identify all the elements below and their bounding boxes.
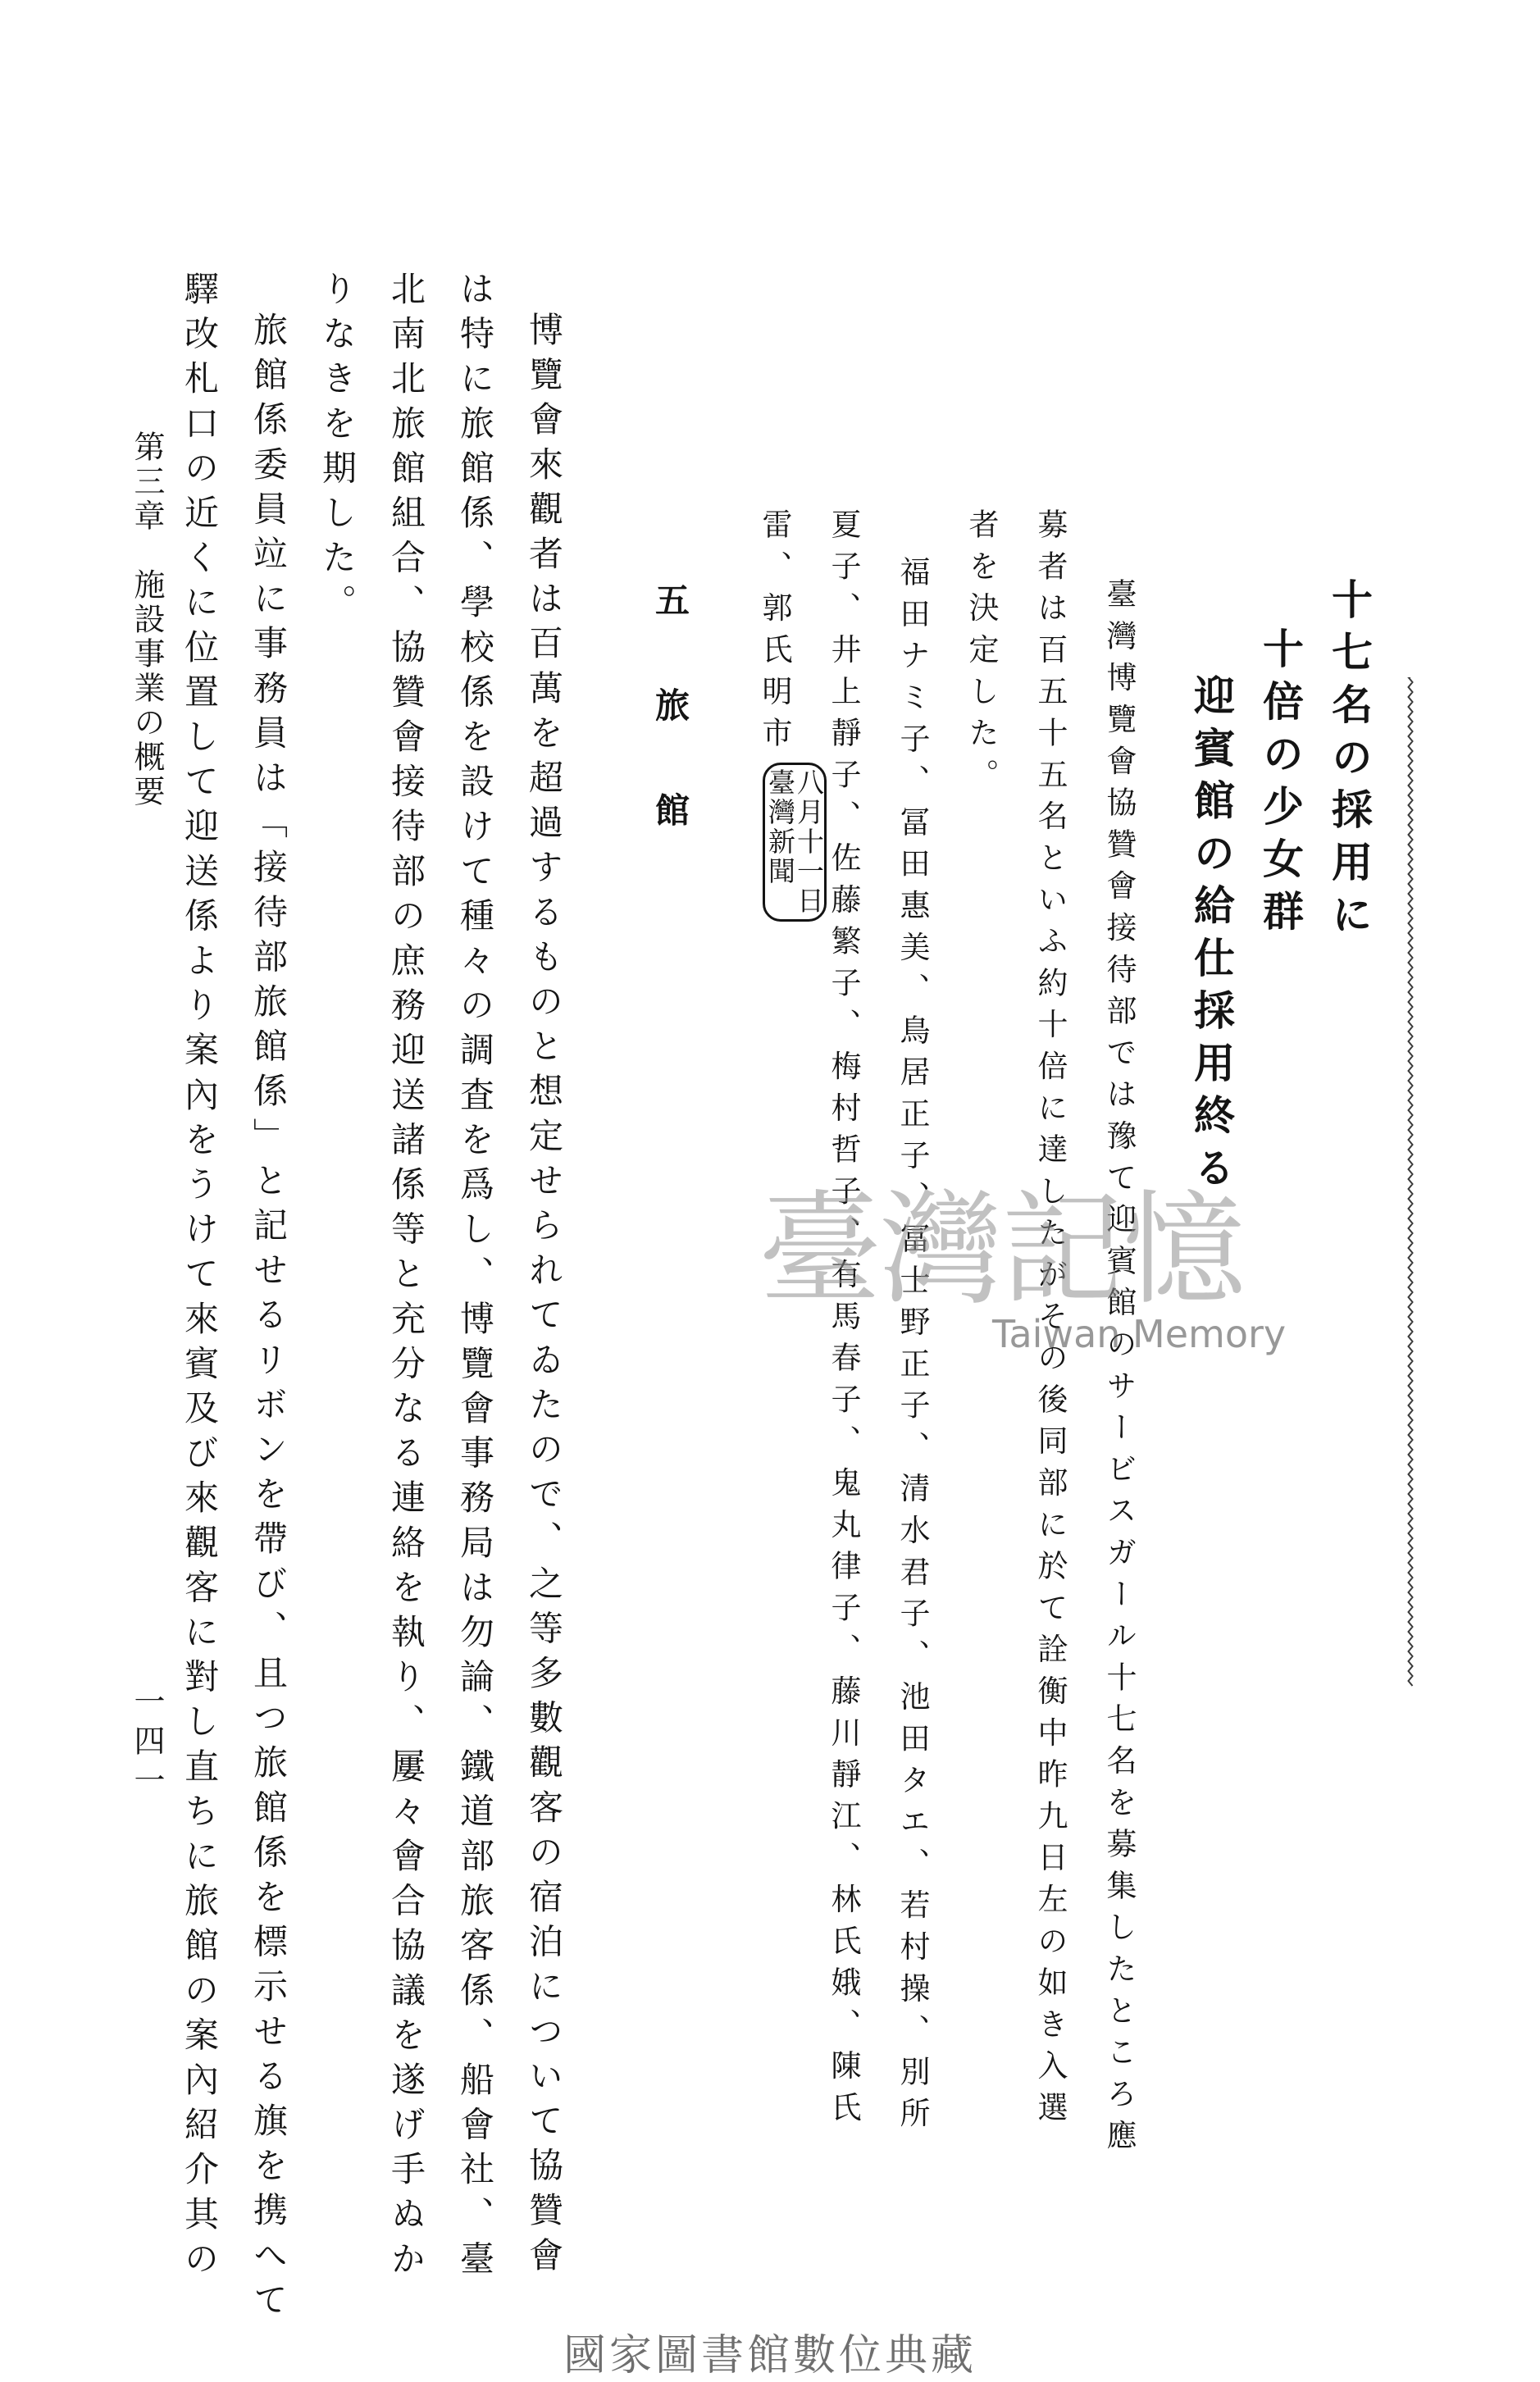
section-title: 五 旅 館 — [650, 582, 690, 845]
headline-line-1: 十七名の採用に — [1325, 578, 1373, 945]
article-col-6: 雷、郭氏明市 — [757, 508, 792, 758]
headline-line-2: 十倍の少女群 — [1256, 627, 1304, 942]
body-col-5: 旅館係委員竝に事務員は「接待部旅館係」と記せるリボンを帶び、且つ旅館係を標示せる旗を携へて — [248, 312, 289, 2326]
headline-line-3: 迎賓館の給仕採用終る — [1187, 674, 1235, 1199]
article-col-4: 福田ナミ子、冨田惠美、鳥居正子、冨士野正子、清水君子、池田タエ、若村操、別所 — [895, 556, 930, 2139]
body-col-4: りなきを期した。 — [317, 271, 358, 629]
article-col-3: 者を決定した。 — [964, 508, 999, 800]
article-col-1: 臺灣博覽會協贊會接待部では豫て迎賓館のサービスガール十七名を募集したところ應 — [1101, 578, 1137, 2161]
page-number: 一四一 — [129, 1685, 165, 1803]
source-note-newspaper: 臺灣新聞 — [764, 768, 796, 886]
watermark-subtitle: Taiwan Memory — [992, 1312, 1287, 1356]
body-col-3: 北南北旅館組合、協贊會接待部の庶務迎送諸係等と充分なる連絡を執り、屢々會合協議を遂げ手ぬか — [386, 271, 426, 2285]
chapter-running-head: 第三章 施設事業の概要 — [129, 430, 165, 809]
article-source-note — [763, 763, 827, 922]
wavy-divider — [1407, 677, 1414, 1689]
body-col-1: 博覽會來觀者は百萬を超過するものと想定せられてゐたので、之等多數觀客の宿泊について協贊會 — [524, 312, 564, 2282]
body-col-6: 驛改札口の近くに位置して迎送係より案內をうけて來賓及び來觀客に對し直ちに旅館の案內紹介其の — [180, 271, 220, 2285]
source-note-date: 八月十一日 — [793, 768, 825, 916]
body-col-2: は特に旅館係、學校係を設けて種々の調査を爲し、博覽會事務局は勿論、鐵道部旅客係、船會社、臺 — [455, 271, 495, 2285]
digital-archive-banner: 國家圖書館數位典藏 — [563, 2331, 977, 2380]
taiwan-memory-watermark — [759, 1179, 1287, 1378]
article-col-2: 募者は百五十五名といふ約十倍に達したがその後同部に於て詮衡中昨九日左の如き入選 — [1032, 508, 1068, 2134]
watermark-title: 臺灣記憶 — [759, 1179, 1245, 1322]
article-col-5: 夏子、井上靜子、佐藤繁子、梅村哲子、有馬春子、鬼丸律子、藤川靜江、林氏娥、陳氏 — [826, 508, 861, 2134]
